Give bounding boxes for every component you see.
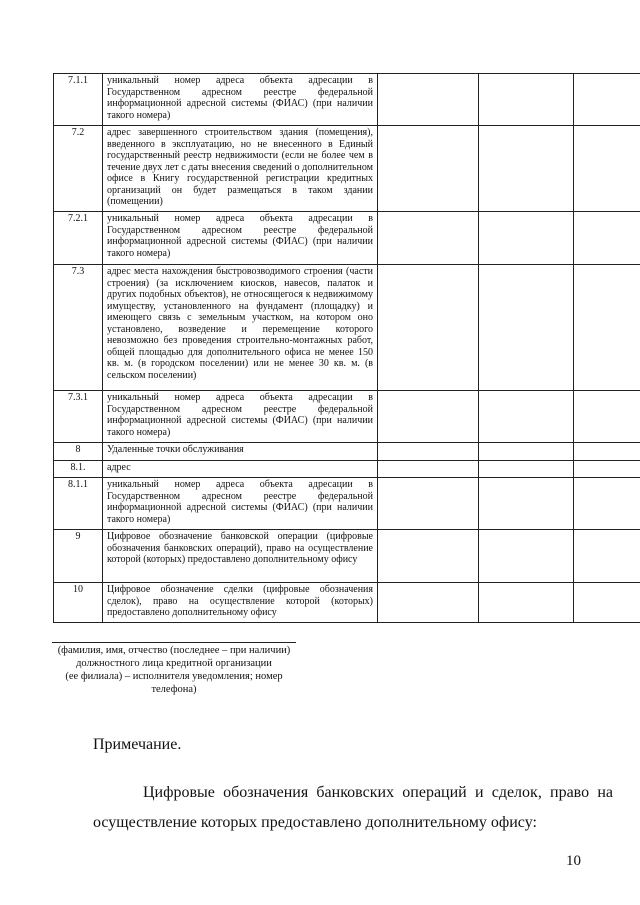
row-number: 7.1.1 [54, 74, 103, 126]
table-row [54, 443, 640, 461]
row-number: 7.2.1 [54, 212, 103, 265]
form-table [53, 73, 640, 623]
row-number: 9 [54, 530, 103, 583]
empty-cell [479, 126, 574, 212]
table-row [54, 478, 640, 530]
signature-caption-line: телефона) [151, 684, 197, 695]
row-number: 7.3.1 [54, 391, 103, 443]
table-row [54, 265, 640, 391]
row-description: уникальный номер адреса объекта адресации в Государственном адресном реестре федеральной информационной адресной системы (ФИАС) (при наличии такого номера) [103, 74, 378, 126]
row-number: 10 [54, 583, 103, 623]
empty-cell [378, 391, 479, 443]
empty-cell [574, 126, 640, 212]
empty-cell [378, 443, 479, 461]
empty-cell [378, 265, 479, 391]
table-row [54, 391, 640, 443]
empty-cell [574, 74, 640, 126]
empty-cell [378, 478, 479, 530]
note-text [93, 778, 613, 838]
signature-caption [52, 644, 296, 696]
row-description: уникальный номер адреса объекта адресации в Государственном адресном реестре федеральной информационной адресной системы (ФИАС) (при наличии такого номера) [103, 212, 378, 265]
row-description: адрес завершенного строительством здания (помещения), введенного в эксплуатацию, но не внесенного в Единый государственный реестр недвижимости (если не более чем в течение двух лет с даты внесения сведений о дополнительном офисе в Книгу государственной регистрации кредитных организаций он будет размещаться в таком здании (помещении) [103, 126, 378, 212]
row-description: адрес [103, 461, 378, 478]
row-description: Цифровое обозначение банковской операции (цифровые обозначения банковских операций), право на осуществление которой (которых) предоставлено дополнительному офису [103, 530, 378, 583]
empty-cell [574, 443, 640, 461]
empty-cell [574, 461, 640, 478]
empty-cell [378, 583, 479, 623]
table-row [54, 461, 640, 478]
signature-caption-line: (фамилия, имя, отчество (последнее – при наличии) [57, 645, 291, 656]
empty-cell [479, 478, 574, 530]
empty-cell [479, 530, 574, 583]
table-row [54, 212, 640, 265]
row-description: уникальный номер адреса объекта адресации в Государственном адресном реестре федеральной информационной адресной системы (ФИАС) (при наличии такого номера) [103, 478, 378, 530]
signature-caption-line: должностного лица кредитной организации [76, 658, 272, 669]
empty-cell [479, 74, 574, 126]
empty-cell [378, 212, 479, 265]
empty-cell [378, 126, 479, 212]
empty-cell [479, 391, 574, 443]
empty-cell [479, 461, 574, 478]
row-number: 8 [54, 443, 103, 461]
note-title: Примечание. [93, 736, 182, 753]
signature-line [52, 642, 296, 643]
table-row [54, 126, 640, 212]
row-description: адрес места нахождения быстровозводимого строения (части строения) (за исключением киосков, навесов, палаток и других подобных объектов), не относящегося к недвижимому имуществу, установленного на фундамент (площадку) и имеющего связь с земельным участком, на котором оно установлено, возведение и перемещение которого невозможно без проведения строительно-монтажных работ, общей площадью для дополнительного офиса не менее 150 кв. м. (в городском поселении) или не менее 30 кв. м. (в сельском поселении) [103, 265, 378, 391]
empty-cell [574, 583, 640, 623]
page-number: 10 [566, 853, 581, 869]
row-description: уникальный номер адреса объекта адресации в Государственном адресном реестре федеральной информационной адресной системы (ФИАС) (при наличии такого номера) [103, 391, 378, 443]
empty-cell [574, 530, 640, 583]
empty-cell [479, 443, 574, 461]
note-paragraph: Цифровые обозначения банковских операций и сделок, право на осуществление которых предоставлено дополнительному офису: [93, 784, 613, 831]
empty-cell [378, 74, 479, 126]
table-row [54, 583, 640, 623]
empty-cell [574, 391, 640, 443]
table-row [54, 530, 640, 583]
empty-cell [378, 461, 479, 478]
row-number: 8.1.1 [54, 478, 103, 530]
empty-cell [574, 212, 640, 265]
row-number: 7.2 [54, 126, 103, 212]
empty-cell [479, 265, 574, 391]
signature-caption-line: (ее филиала) – исполнителя уведомления; номер [65, 671, 283, 682]
empty-cell [378, 530, 479, 583]
empty-cell [574, 265, 640, 391]
row-description: Удаленные точки обслуживания [103, 443, 378, 461]
row-number: 8.1. [54, 461, 103, 478]
row-number: 7.3 [54, 265, 103, 391]
empty-cell [479, 212, 574, 265]
table-row [54, 74, 640, 126]
empty-cell [574, 478, 640, 530]
empty-cell [479, 583, 574, 623]
row-description: Цифровое обозначение сделки (цифровые обозначения сделок), право на осуществление которой (которых) предоставлено дополнительному офису [103, 583, 378, 623]
